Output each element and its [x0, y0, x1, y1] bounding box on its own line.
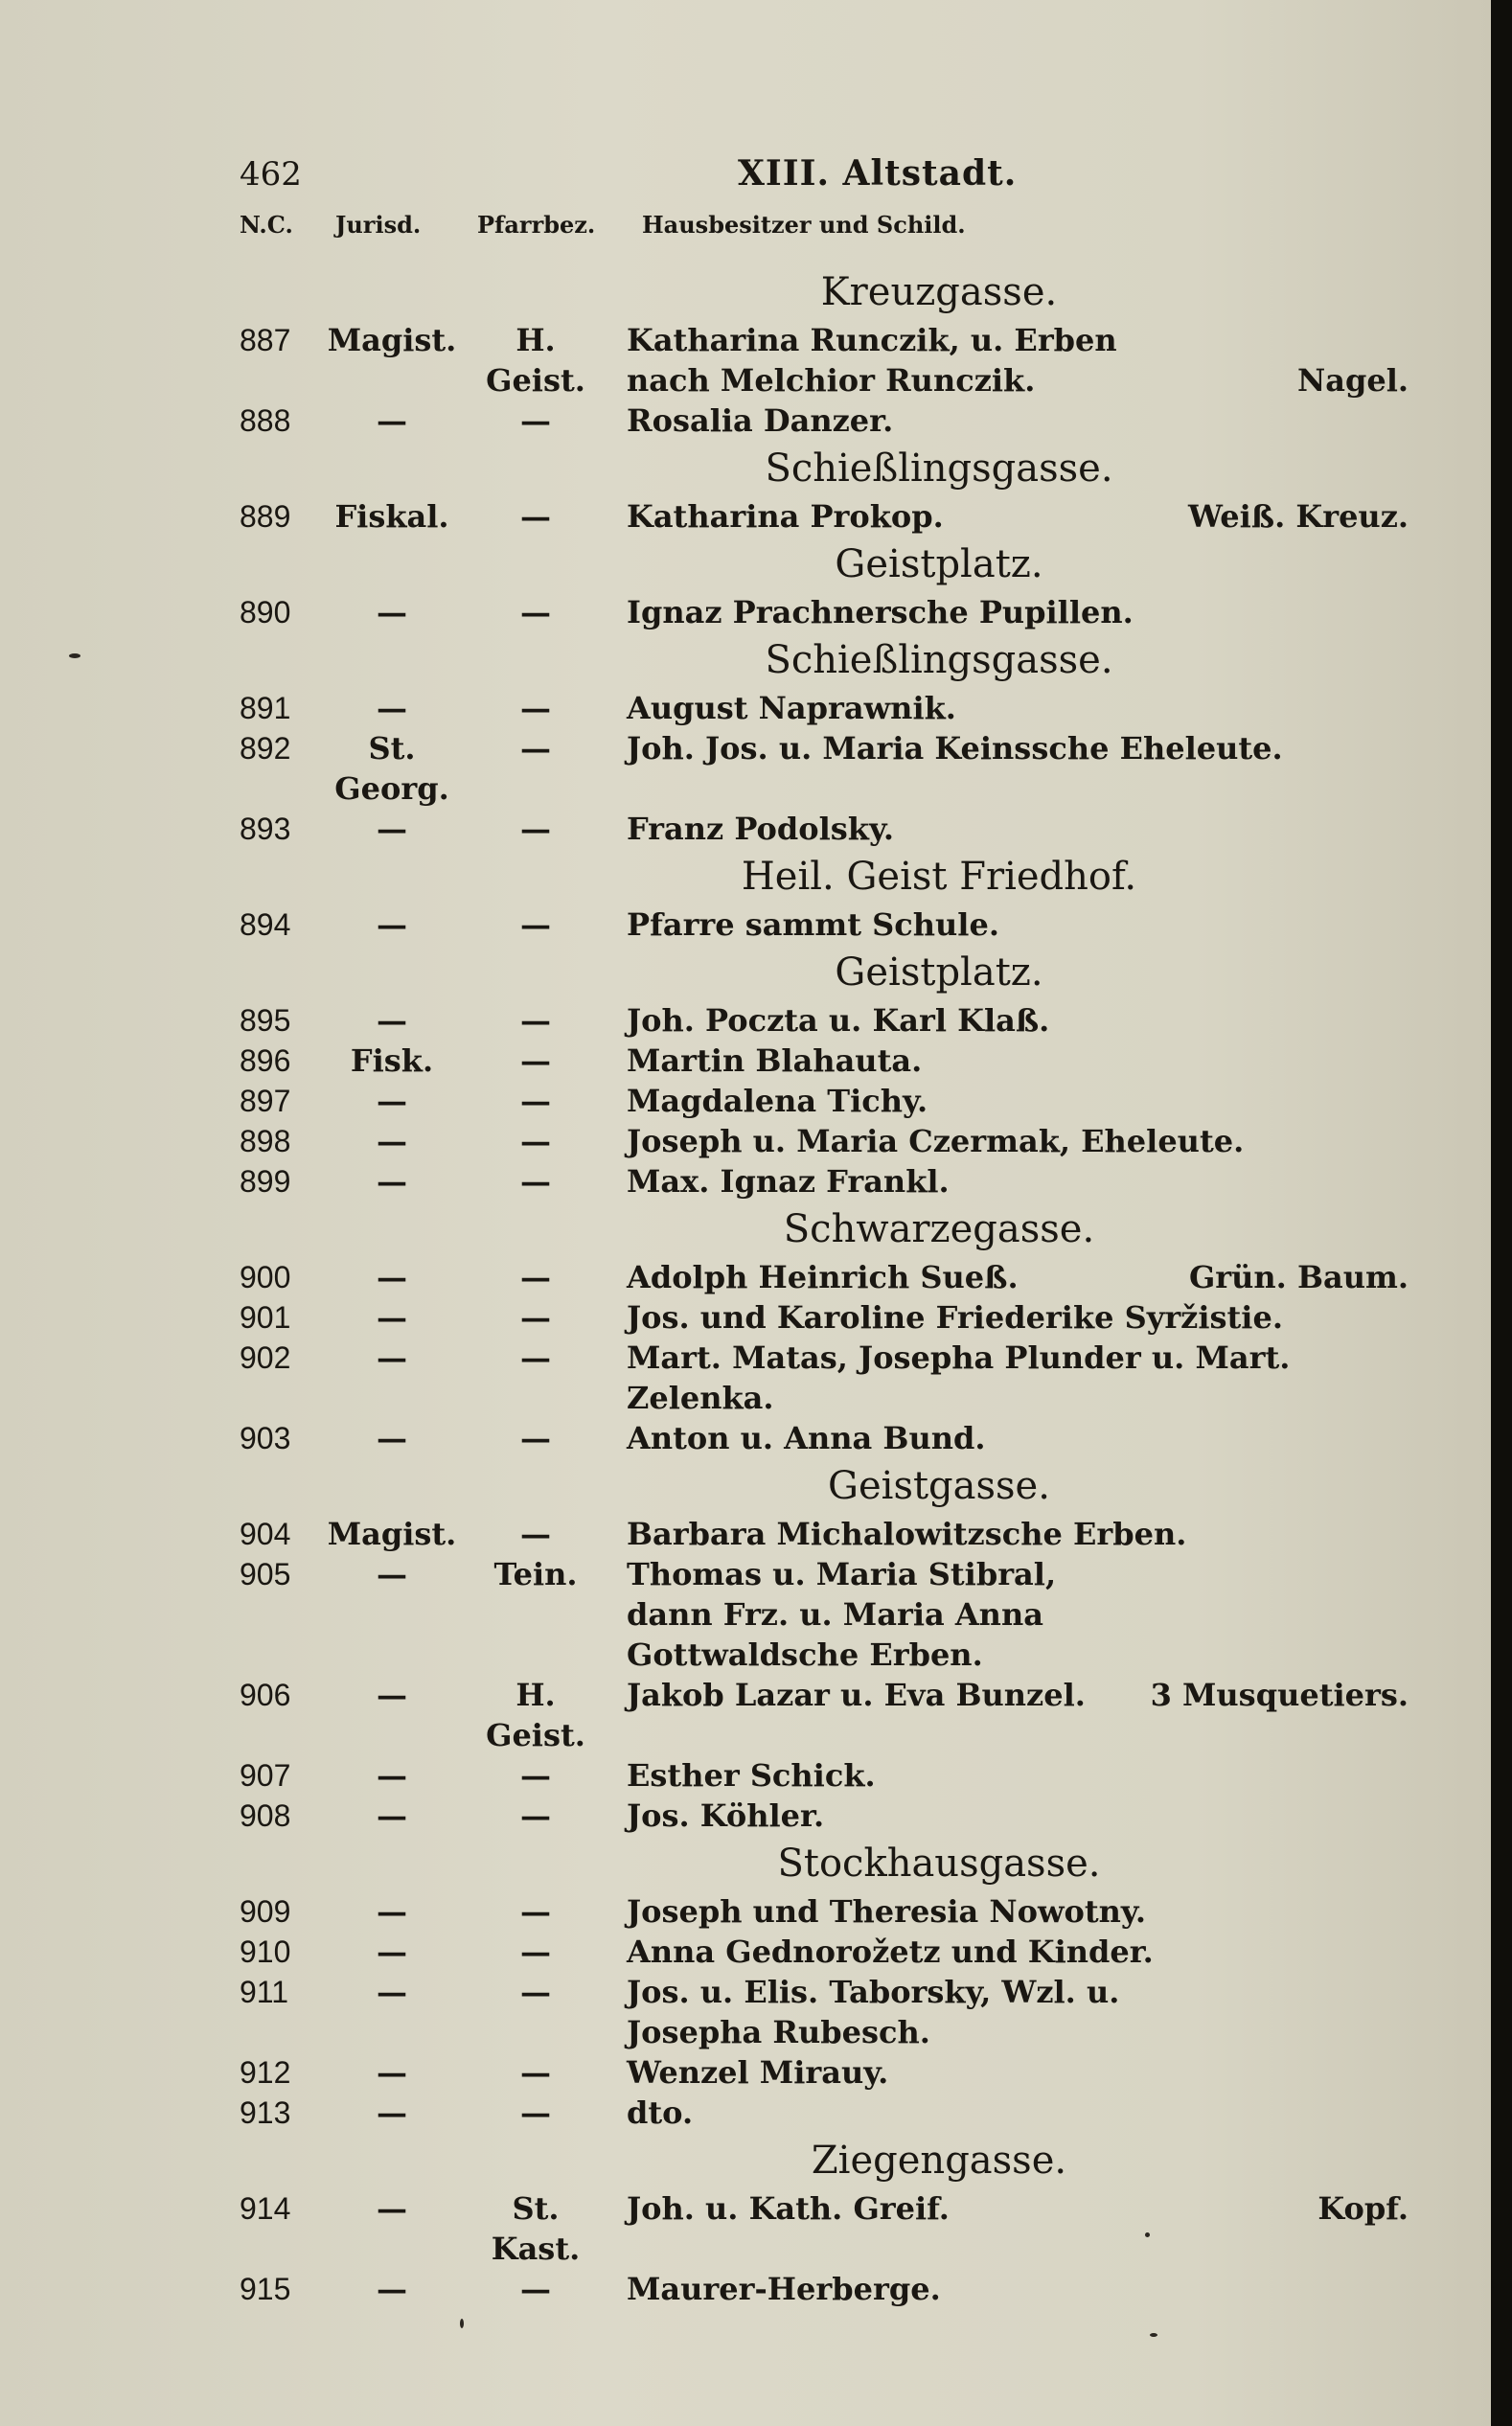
jurisdiction-cell: — — [377, 1420, 407, 1456]
house-entry-row — [240, 320, 1409, 401]
owner-cell: Wenzel Mirauy. — [627, 2054, 889, 2091]
owner-cell: Katharina Prokop. — [627, 498, 944, 535]
jurisdiction-cell: Fisk. — [350, 1042, 434, 1079]
jurisdiction-cell: — — [377, 1083, 407, 1119]
running-title: XIII. Altstadt. — [738, 153, 1018, 194]
house-entry-row — [240, 1000, 1409, 1041]
parish-cell: H. Geist. — [486, 1677, 585, 1753]
jurisdiction-cell: — — [377, 1123, 407, 1159]
house-entry-row — [240, 1796, 1409, 1836]
house-number: 899 — [240, 1164, 291, 1199]
house-entry-row — [240, 809, 1409, 849]
parish-cell: — — [520, 1123, 551, 1159]
owner-cell: dto. — [627, 2094, 694, 2131]
house-number: 896 — [240, 1043, 291, 1078]
jurisdiction-cell: — — [377, 1757, 407, 1794]
owner-cell: Ignaz Prachnersche Pupillen. — [627, 594, 1134, 630]
jurisdiction-cell: — — [377, 1299, 407, 1336]
parish-cell: — — [520, 2094, 551, 2131]
owner-cell: Joseph und Theresia Nowotny. — [627, 1893, 1146, 1930]
jurisdiction-cell: — — [377, 1797, 407, 1834]
owner-cell: Jos. und Karoline Friederike Syržistie. — [627, 1299, 1283, 1336]
house-number: 888 — [240, 403, 291, 438]
parish-cell: — — [520, 1339, 551, 1376]
parish-cell: — — [520, 811, 551, 847]
street-heading: Schießlingsgasse. — [765, 446, 1113, 491]
owner-cell: Adolph Heinrich Sueß. — [627, 1259, 1019, 1295]
house-entry-row — [240, 1338, 1409, 1418]
street-heading: Stockhausgasse. — [777, 1842, 1101, 1886]
jurisdiction-cell: — — [377, 1002, 407, 1039]
house-sign-cell: 3 Musquetiers. — [1150, 1677, 1409, 1713]
column-headers — [240, 211, 1409, 264]
house-number: 904 — [240, 1517, 291, 1551]
house-entry-row — [240, 1297, 1409, 1338]
parish-cell: — — [520, 1516, 551, 1552]
owner-cell: Jakob Lazar u. Eva Bunzel. — [627, 1677, 1086, 1713]
owner-cell: Jos. u. Elis. Taborsky, Wzl. u. Josepha Rubesch. — [627, 1974, 1120, 2050]
directory-sections — [240, 264, 1409, 2309]
house-entry-row — [240, 1161, 1409, 1202]
jurisdiction-cell: — — [377, 1934, 407, 1970]
owner-cell: Franz Podolsky. — [627, 811, 894, 847]
owner-cell: Pfarre sammt Schule. — [627, 906, 999, 943]
parish-cell: — — [520, 730, 551, 767]
parish-cell: — — [520, 1974, 551, 2010]
house-number: 906 — [240, 1678, 291, 1712]
house-entry-row — [240, 1081, 1409, 1121]
jurisdiction-cell: — — [377, 594, 407, 630]
house-entry-row — [240, 1514, 1409, 1554]
owner-cell: Joseph u. Maria Czermak, Eheleute. — [627, 1123, 1245, 1159]
owner-cell: Maurer-Herberge. — [627, 2271, 941, 2307]
jurisdiction-cell: — — [377, 1974, 407, 2010]
house-number: 915 — [240, 2272, 291, 2306]
street-heading: Geistgasse. — [828, 1464, 1050, 1508]
house-sign-cell: Nagel. — [1296, 362, 1409, 399]
house-entry-row — [240, 1755, 1409, 1796]
owner-cell: Joh. u. Kath. Greif. — [627, 2190, 950, 2227]
street-heading: Geistplatz. — [835, 542, 1043, 586]
house-entry-row — [240, 904, 1409, 945]
house-entry-row — [240, 1554, 1409, 1675]
jurisdiction-cell: — — [377, 1556, 407, 1592]
house-number: 901 — [240, 1300, 291, 1335]
column-header-parish: Pfarrbez. — [477, 211, 596, 239]
jurisdiction-cell: — — [377, 906, 407, 943]
parish-cell: Tein. — [493, 1556, 578, 1592]
print-speck — [1145, 2232, 1150, 2237]
parish-cell: — — [520, 1934, 551, 1970]
owner-cell: Anna Gednorožetz und Kinder. — [627, 1934, 1154, 1970]
owner-cell: Martin Blahauta. — [627, 1042, 923, 1079]
house-number: 897 — [240, 1084, 291, 1118]
jurisdiction-cell: — — [377, 690, 407, 726]
jurisdiction-cell: — — [377, 1163, 407, 1200]
house-number: 914 — [240, 2191, 291, 2226]
house-entry-row — [240, 2093, 1409, 2133]
parish-cell: — — [520, 1797, 551, 1834]
house-number: 889 — [240, 499, 291, 534]
owner-cell: Anton u. Anna Bund. — [627, 1420, 986, 1456]
house-sign-cell: Weiß. Kreuz. — [1187, 498, 1409, 535]
parish-cell: — — [520, 1002, 551, 1039]
street-heading: Heil. Geist Friedhof. — [741, 855, 1137, 899]
house-entry-row — [240, 1257, 1409, 1297]
jurisdiction-cell: — — [377, 811, 407, 847]
house-entry-row — [240, 592, 1409, 632]
house-entry-row — [240, 1891, 1409, 1932]
street-heading: Schießlingsgasse. — [765, 638, 1113, 682]
house-number: 891 — [240, 691, 291, 725]
parish-cell: H. Geist. — [486, 322, 585, 399]
house-number: 905 — [240, 1557, 291, 1591]
house-number: 907 — [240, 1758, 291, 1793]
house-entry-row — [240, 1675, 1409, 1755]
parish-cell: — — [520, 1299, 551, 1336]
page-header — [240, 153, 1409, 211]
house-entry-row — [240, 1418, 1409, 1458]
owner-cell: Joh. Poczta u. Karl Klaß. — [627, 1002, 1050, 1039]
owner-cell: Katharina Runczik, u. Erben nach Melchior Runczik. — [627, 322, 1117, 399]
parish-cell: — — [520, 1163, 551, 1200]
jurisdiction-cell: — — [377, 1259, 407, 1295]
jurisdiction-cell: Fiskal. — [334, 498, 449, 535]
house-number: 895 — [240, 1003, 291, 1038]
parish-cell: — — [520, 1042, 551, 1079]
parish-cell: — — [520, 1893, 551, 1930]
house-number: 910 — [240, 1934, 291, 1969]
parish-cell: — — [520, 2271, 551, 2307]
jurisdiction-cell: — — [377, 2054, 407, 2091]
house-number: 909 — [240, 1894, 291, 1929]
jurisdiction-cell: — — [377, 2094, 407, 2131]
house-entry-row — [240, 496, 1409, 537]
house-entry-row — [240, 688, 1409, 728]
house-number: 911 — [240, 1975, 289, 2009]
jurisdiction-cell: — — [377, 402, 407, 439]
house-number: 892 — [240, 731, 291, 766]
house-number: 908 — [240, 1798, 291, 1833]
parish-cell: — — [520, 2054, 551, 2091]
owner-cell: Max. Ignaz Frankl. — [627, 1163, 950, 1200]
owner-cell: Barbara Michalowitzsche Erben. — [627, 1516, 1187, 1552]
parish-cell: — — [520, 1083, 551, 1119]
parish-cell: — — [520, 906, 551, 943]
house-entry-row — [240, 2052, 1409, 2093]
owner-cell: Joh. Jos. u. Maria Keinssche Eheleute. — [627, 730, 1283, 767]
book-spine-shadow — [1491, 0, 1512, 2426]
house-number: 898 — [240, 1124, 291, 1158]
house-entry-row — [240, 1121, 1409, 1161]
house-entry-row — [240, 2269, 1409, 2309]
jurisdiction-cell: — — [377, 2271, 407, 2307]
house-entry-row — [240, 1041, 1409, 1081]
house-number: 887 — [240, 323, 291, 357]
street-heading: Ziegengasse. — [811, 2139, 1067, 2183]
jurisdiction-cell: Magist. — [327, 322, 457, 358]
house-sign-cell: Kopf. — [1317, 2190, 1409, 2227]
page-number: 462 — [240, 155, 302, 194]
house-number: 894 — [240, 907, 291, 942]
column-header-owner: Hausbesitzer und Schild. — [642, 211, 966, 239]
jurisdiction-cell: Magist. — [327, 1516, 457, 1552]
jurisdiction-cell: — — [377, 1677, 407, 1713]
owner-cell: Magdalena Tichy. — [627, 1083, 928, 1119]
house-entry-row — [240, 1972, 1409, 2052]
print-speck — [1150, 2333, 1157, 2337]
house-entry-row — [240, 1932, 1409, 1972]
parish-cell: — — [520, 498, 551, 535]
house-entry-row — [240, 2188, 1409, 2269]
owner-cell: Mart. Matas, Josepha Plunder u. Mart. Zelenka. — [627, 1339, 1291, 1416]
house-number: 912 — [240, 2055, 291, 2090]
print-speck — [69, 653, 80, 658]
owner-cell: Thomas u. Maria Stibral, dann Frz. u. Maria Anna Gottwaldsche Erben. — [627, 1556, 1057, 1673]
parish-cell: — — [520, 1259, 551, 1295]
house-entry-row — [240, 728, 1409, 809]
house-number: 893 — [240, 812, 291, 846]
parish-cell: — — [520, 1420, 551, 1456]
column-header-jurisdiction: Jurisd. — [335, 211, 422, 239]
column-header-number: N.C. — [240, 211, 293, 239]
house-number: 913 — [240, 2095, 291, 2130]
owner-cell: Rosalia Danzer. — [627, 402, 894, 439]
house-number: 903 — [240, 1421, 291, 1455]
parish-cell: — — [520, 690, 551, 726]
street-heading: Kreuzgasse. — [820, 270, 1058, 314]
jurisdiction-cell: — — [377, 1893, 407, 1930]
house-number: 902 — [240, 1340, 291, 1375]
parish-cell: — — [520, 402, 551, 439]
house-sign-cell: Grün. Baum. — [1188, 1259, 1409, 1295]
house-number: 890 — [240, 595, 291, 629]
street-heading: Schwarzegasse. — [783, 1207, 1095, 1251]
house-entry-row — [240, 401, 1409, 441]
parish-cell: — — [520, 1757, 551, 1794]
owner-cell: Esther Schick. — [627, 1757, 876, 1794]
street-heading: Geistplatz. — [835, 950, 1043, 995]
print-speck — [460, 2319, 464, 2328]
jurisdiction-cell: — — [377, 1339, 407, 1376]
owner-cell: Jos. Köhler. — [627, 1797, 825, 1834]
page-content — [240, 153, 1409, 2309]
parish-cell: St. Kast. — [491, 2190, 581, 2267]
house-number: 900 — [240, 1260, 291, 1294]
jurisdiction-cell: — — [377, 2190, 407, 2227]
jurisdiction-cell: St. Georg. — [334, 730, 449, 807]
owner-cell: August Naprawnik. — [627, 690, 956, 726]
parish-cell: — — [520, 594, 551, 630]
